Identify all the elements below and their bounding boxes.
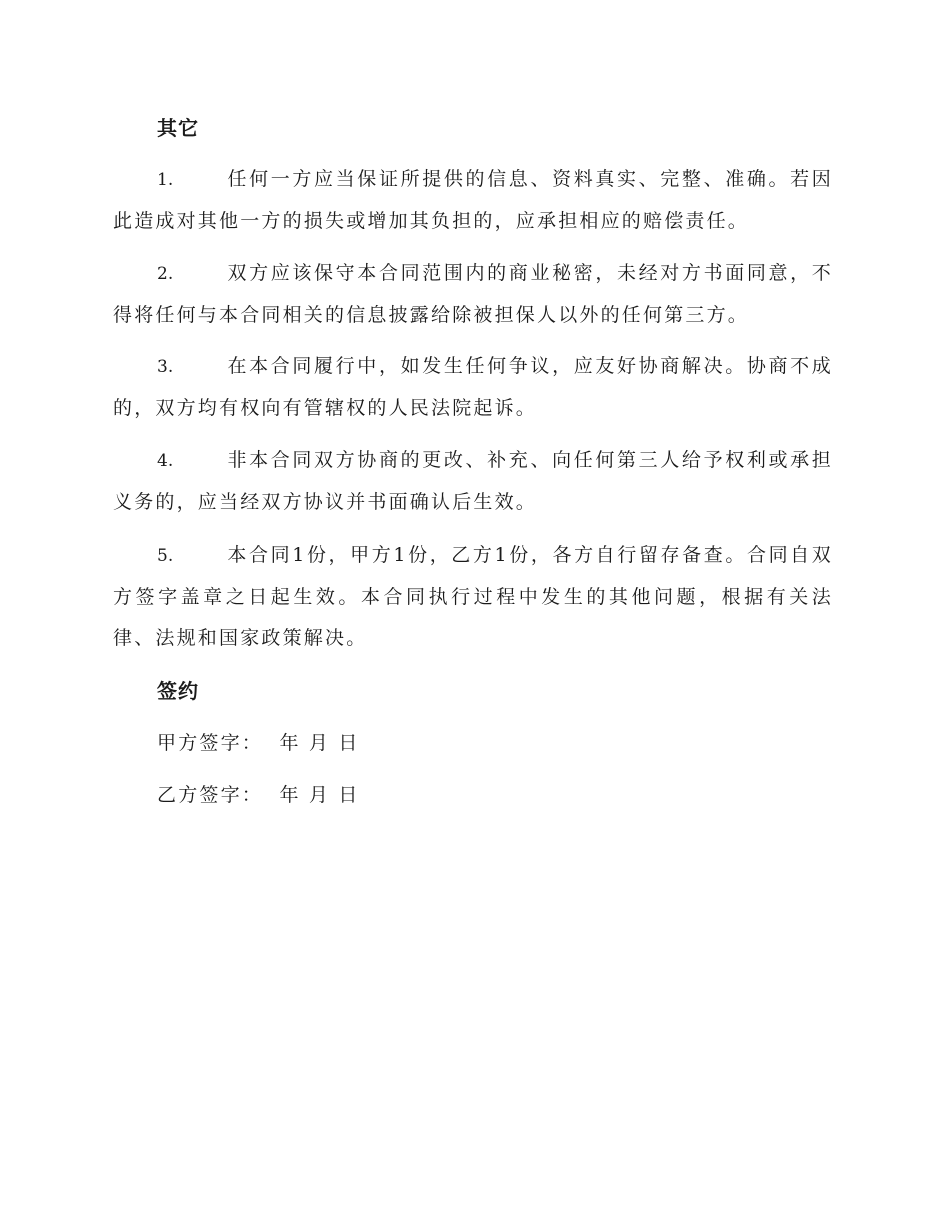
party-b-signature-line: 乙方签字： 年 月 日 [157, 784, 360, 806]
clause-2 [113, 253, 833, 336]
clause-5 [113, 535, 833, 659]
section-heading-other: 其它 [157, 116, 199, 140]
clause-number: 5. [157, 546, 174, 566]
party-a-signature-line: 甲方签字： 年 月 日 [157, 732, 360, 754]
clause-text: 在本合同履行中，如发生任何争议，应友好协商解决。协商不成的，双方均有权向有管辖权的人民法院起诉。 [113, 355, 833, 419]
clause-number: 2. [157, 264, 174, 284]
clause-text: 本合同1份，甲方1份，乙方1份，各方自行留存备查。合同自双方签字盖章之日起生效。本合同执行过程中发生的其他问题，根据有关法律、法规和国家政策解决。 [113, 544, 833, 649]
clause-number: 3. [157, 357, 174, 377]
clause-1 [113, 159, 833, 242]
clause-number: 4. [157, 451, 174, 471]
clause-4 [113, 440, 833, 523]
section-heading-signing: 签约 [157, 679, 199, 703]
clause-number: 1. [157, 170, 174, 190]
clause-text: 双方应该保守本合同范围内的商业秘密，未经对方书面同意，不得将任何与本合同相关的信息披露给除被担保人以外的任何第三方。 [113, 262, 833, 326]
clause-text: 任何一方应当保证所提供的信息、资料真实、完整、准确。若因此造成对其他一方的损失或增加其负担的，应承担相应的赔偿责任。 [113, 168, 833, 232]
clause-3 [113, 346, 833, 429]
clause-text: 非本合同双方协商的更改、补充、向任何第三人给予权利或承担义务的，应当经双方协议并书面确认后生效。 [113, 449, 833, 513]
